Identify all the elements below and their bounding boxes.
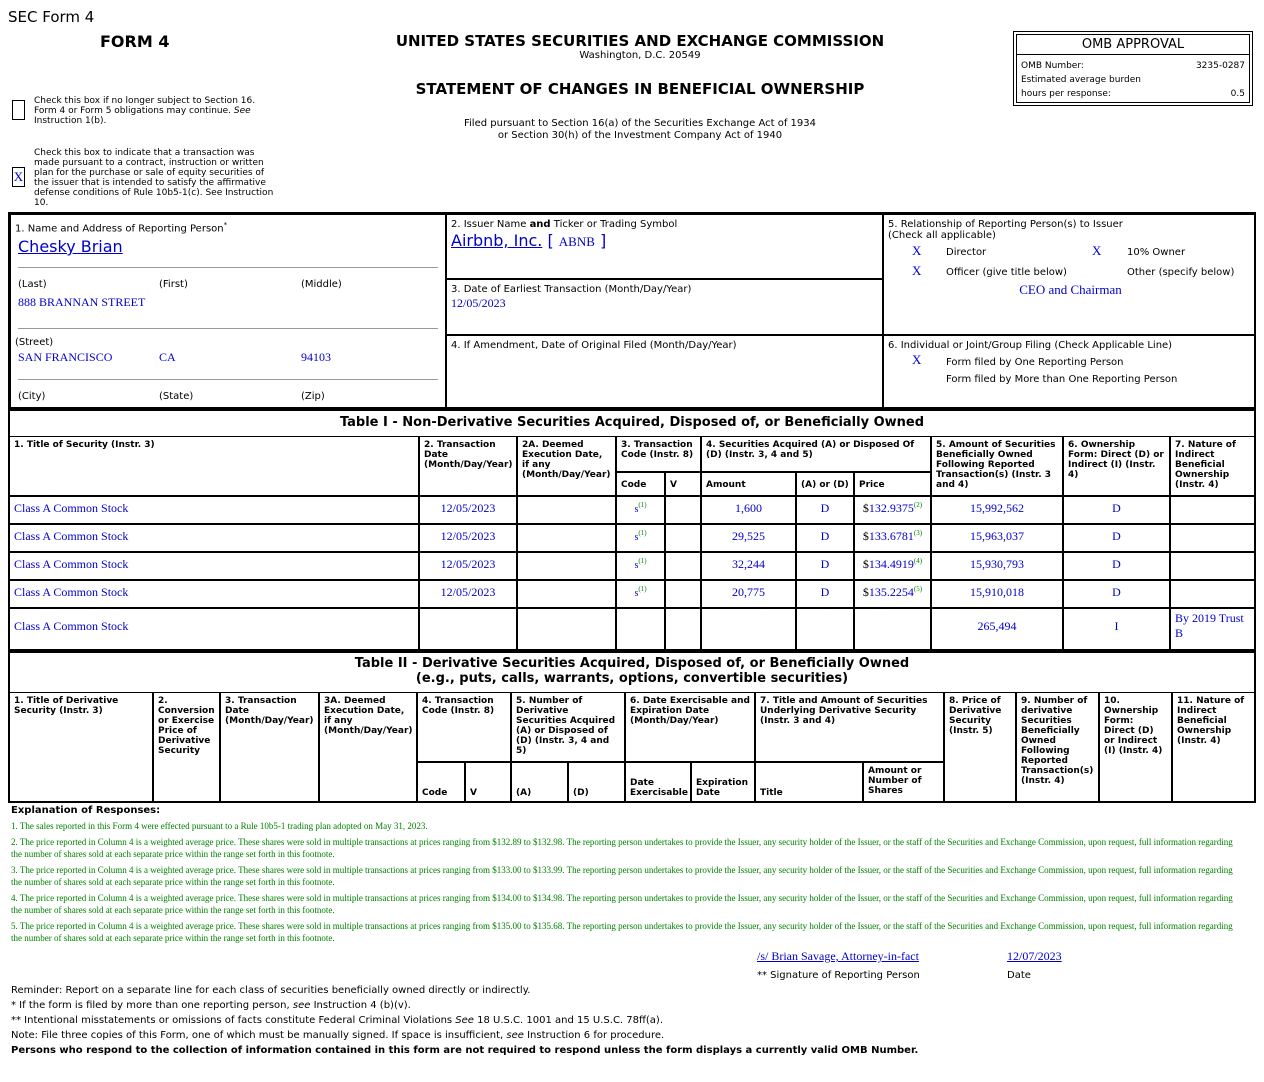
amendment-box bbox=[446, 335, 883, 409]
t1-header-owned: 5. Amount of Securities Beneficially Owned Following Reported Transaction(s) (Instr. 3 and 4) bbox=[931, 436, 1063, 496]
issuer-value bbox=[451, 231, 606, 250]
rp-label-text: 1. Name and Address of Reporting Person bbox=[15, 223, 224, 235]
one-person-check[interactable]: X bbox=[912, 352, 922, 367]
statement-title: STATEMENT OF CHANGES IN BENEFICIAL OWNERSHIP bbox=[415, 80, 865, 98]
t1-code-footnote: (1) bbox=[638, 529, 647, 537]
relationship-label bbox=[888, 219, 1123, 241]
t1-header-nature: 7. Nature of Indirect Beneficial Ownership (Instr. 4) bbox=[1170, 436, 1255, 496]
t2-sub-exercisable: Date Exercisable bbox=[625, 762, 691, 802]
t1-cell-date: 12/05/2023 bbox=[419, 580, 517, 608]
t2-h7: 7. Title and Amount of Securities Underlying Derivative Security (Instr. 3 and 4) bbox=[755, 692, 944, 762]
owner-label: 10% Owner bbox=[1127, 247, 1186, 258]
t1-cell-date: 12/05/2023 bbox=[419, 552, 517, 580]
t1-cell-price bbox=[854, 608, 931, 650]
omb-hours-row bbox=[1017, 87, 1249, 101]
t1-cell-v bbox=[665, 552, 701, 580]
reporting-person-name-link[interactable]: Chesky Brian bbox=[18, 237, 123, 256]
zip-value: 94103 bbox=[301, 350, 331, 364]
section16-checkbox-label bbox=[34, 96, 269, 126]
issuer-ticker: ABNB bbox=[558, 234, 595, 249]
officer-label: Officer (give title below) bbox=[946, 267, 1067, 278]
t2-sub-code: Code bbox=[417, 762, 465, 802]
t1-price-dollar: $ bbox=[862, 557, 869, 571]
t1-code-value: s bbox=[634, 532, 639, 543]
t1-cell-nature bbox=[1170, 496, 1255, 524]
t1-sub-amount: Amount bbox=[701, 472, 796, 496]
earliest-date-label: 3. Date of Earliest Transaction (Month/Day/Year) bbox=[451, 284, 692, 295]
t2-h11: 11. Nature of Indirect Beneficial Ownership (Instr. 4) bbox=[1172, 692, 1255, 802]
state-value: CA bbox=[159, 350, 176, 364]
t1-price-dollar: $ bbox=[862, 529, 869, 543]
footnote-4: 4. The price reported in Column 4 is a weighted average price. These shares were sold in multiple transactions at prices ranging from $134.00 to $134.98. The reporting person undertakes to provide the Issuer, any security holder of the Issuer, or the staff of the Securities and Exchange Commission, upon request, full information regarding the number of shares sold at each separate price within the range set forth in this footnote. bbox=[11, 893, 1233, 915]
commission-title: UNITED STATES SECURITIES AND EXCHANGE COMMISSION bbox=[395, 32, 885, 50]
footnote-2: 2. The price reported in Column 4 is a weighted average price. These shares were sold in multiple transactions at prices ranging from $132.89 to $132.98. The reporting person undertakes to provide the Issuer, any security holder of the Issuer, or the staff of the Securities and Exchange Commission, upon request, full information regarding the number of shares sold at each separate price within the range set forth in this footnote. bbox=[11, 837, 1233, 859]
t1-cell-ad bbox=[796, 608, 854, 650]
issuer-label-a: 2. Issuer Name bbox=[451, 219, 530, 230]
rule-10b5-1-checkbox-label: Check this box to indicate that a transaction was made pursuant to a contract, instruction or written plan for the purchase or sale of equity securities of the issuer that is intended to satisfy the affirmative defense conditions of Rule 10b5-1(c). See Instruction 10. bbox=[34, 148, 274, 208]
t2-sub-a: (A) bbox=[511, 762, 568, 802]
t1-cell-v bbox=[665, 608, 701, 650]
t1-cell-amount bbox=[701, 608, 796, 650]
table-2-title-2: (e.g., puts, calls, warrants, options, convertible securities) bbox=[415, 671, 849, 686]
reminder-2-a: * If the form is filed by more than one reporting person, bbox=[11, 1000, 293, 1011]
omb-approval-box bbox=[1013, 31, 1253, 106]
t1-cell-deemed bbox=[517, 524, 616, 552]
more-person-label: Form filed by More than One Reporting Person bbox=[946, 374, 1178, 385]
t1-price-footnote: (4) bbox=[913, 557, 923, 565]
middle-label: (Middle) bbox=[301, 279, 342, 290]
omb-hours-value: 0.5 bbox=[1230, 89, 1245, 99]
t1-cell-nature: By 2019 Trust B bbox=[1170, 608, 1255, 650]
t2-h6: 6. Date Exercisable and Expiration Date (Month/Day/Year) bbox=[625, 692, 755, 762]
t1-cell-code bbox=[616, 580, 665, 608]
omb-number-label: OMB Number: bbox=[1021, 61, 1084, 71]
t1-cell-title: Class A Common Stock bbox=[9, 608, 419, 650]
t1-header-acquired: 4. Securities Acquired (A) or Disposed Of (D) (Instr. 3, 4 and 5) bbox=[701, 436, 931, 472]
one-person-label: Form filed by One Reporting Person bbox=[946, 357, 1124, 368]
t1-cell-owned: 15,910,018 bbox=[931, 580, 1063, 608]
filed-line-1: Filed pursuant to Section 16(a) of the Securities Exchange Act of 1934 bbox=[464, 118, 816, 129]
t1-cell-code bbox=[616, 496, 665, 524]
t1-cell-title: Class A Common Stock bbox=[9, 496, 419, 524]
t1-cell-deemed bbox=[517, 552, 616, 580]
t2-sub-d: (D) bbox=[568, 762, 625, 802]
reminder-4-see: see bbox=[506, 1030, 524, 1041]
t1-price-footnote: (2) bbox=[913, 501, 923, 509]
street-value: 888 BRANNAN STREET bbox=[18, 295, 146, 309]
footnote-5: 5. The price reported in Column 4 is a weighted average price. These shares were sold in multiple transactions at prices ranging from $135.00 to $135.68. The reporting person undertakes to provide the Issuer, any security holder of the Issuer, or the staff of the Securities and Exchange Commission, upon request, full information regarding the number of shares sold at each separate price within the range set forth in this footnote. bbox=[11, 921, 1233, 943]
issuer-label-and: and bbox=[529, 219, 551, 230]
t1-cell-nature bbox=[1170, 552, 1255, 580]
t1-cell-title: Class A Common Stock bbox=[9, 552, 419, 580]
filing-box bbox=[883, 335, 1256, 409]
t1-code-value: s bbox=[634, 560, 639, 571]
t1-cell-deemed bbox=[517, 580, 616, 608]
t1-header-form: 6. Ownership Form: Direct (D) or Indirect (I) (Instr. 4) bbox=[1063, 436, 1170, 496]
t1-code-footnote: (1) bbox=[638, 501, 647, 509]
t1-cell-ad: D bbox=[796, 552, 854, 580]
reporting-person-label bbox=[15, 221, 227, 234]
t2-h4: 4. Transaction Code (Instr. 8) bbox=[417, 692, 511, 762]
city-value: SAN FRANCISCO bbox=[18, 350, 113, 364]
t1-price-dollar: $ bbox=[862, 585, 869, 599]
t1-price-value: 132.9375 bbox=[868, 501, 914, 515]
reminder-4-a: Note: File three copies of this Form, one of which must be manually signed. If space is insufficient, bbox=[11, 1030, 507, 1041]
table-2-title bbox=[10, 656, 1254, 686]
filed-pursuant bbox=[390, 118, 890, 142]
reporting-info-grid bbox=[8, 212, 1256, 409]
t1-cell-form: D bbox=[1063, 524, 1170, 552]
t1-cell-v bbox=[665, 524, 701, 552]
reminder-4-b: Instruction 6 for procedure. bbox=[523, 1030, 665, 1041]
t1-cell-price bbox=[854, 552, 931, 580]
t1-cell-ad: D bbox=[796, 524, 854, 552]
t2-sub-amount: Amount or Number of Shares bbox=[863, 762, 944, 802]
t1-cell-title: Class A Common Stock bbox=[9, 580, 419, 608]
relationship-box bbox=[883, 214, 1256, 335]
t2-h1: 1. Title of Derivative Security (Instr. 3) bbox=[9, 692, 153, 802]
t1-cell-code bbox=[616, 552, 665, 580]
t1-price-value: 133.6781 bbox=[868, 529, 914, 543]
officer-title: CEO and Chairman bbox=[1019, 282, 1122, 297]
t1-cell-amount: 1,600 bbox=[701, 496, 796, 524]
t2-h3a: 3A. Deemed Execution Date, if any (Month/Day/Year) bbox=[319, 692, 417, 802]
t1-cell-form: I bbox=[1063, 608, 1170, 650]
sec-form-title: SEC Form 4 bbox=[8, 8, 95, 26]
t1-price-value: 134.4919 bbox=[868, 557, 914, 571]
t1-cell-form: D bbox=[1063, 580, 1170, 608]
last-label: (Last) bbox=[18, 279, 47, 290]
t1-cell-price bbox=[854, 580, 931, 608]
t1-cell-owned: 15,992,562 bbox=[931, 496, 1063, 524]
omb-hours-label: hours per response: bbox=[1021, 89, 1111, 99]
t1-cell-title: Class A Common Stock bbox=[9, 524, 419, 552]
reminder-3 bbox=[11, 1015, 663, 1026]
t1-code-value: s bbox=[634, 588, 639, 599]
t1-cell-nature bbox=[1170, 524, 1255, 552]
t1-price-dollar: $ bbox=[862, 501, 869, 515]
earliest-date-value: 12/05/2023 bbox=[451, 296, 506, 310]
t1-sub-ad: (A) or (D) bbox=[796, 472, 854, 496]
rp-label-star: * bbox=[223, 221, 228, 229]
signature-date-link[interactable]: 12/07/2023 bbox=[1007, 949, 1062, 963]
table-1-title: Table I - Non-Derivative Securities Acquired, Disposed of, or Beneficially Owned bbox=[339, 415, 925, 430]
t1-cell-amount: 20,775 bbox=[701, 580, 796, 608]
commission-address: Washington, D.C. 20549 bbox=[579, 50, 701, 61]
street-underline bbox=[18, 328, 438, 329]
t2-h2: 2. Conversion or Exercise Price of Derivative Security bbox=[153, 692, 220, 802]
t2-h9: 9. Number of derivative Securities Beneficially Owned Following Reported Transaction(s) (Instr. 4) bbox=[1016, 692, 1099, 802]
t1-code-value: s bbox=[634, 504, 639, 515]
first-label: (First) bbox=[159, 279, 188, 290]
cb1-text-see: See bbox=[233, 106, 251, 116]
t1-sub-v: V bbox=[665, 472, 701, 496]
signature-date-label: Date bbox=[1007, 970, 1031, 981]
omb-burden-label: Estimated average burden bbox=[1021, 75, 1141, 85]
omb-number-row bbox=[1017, 59, 1249, 73]
t2-h5: 5. Number of Derivative Securities Acquired (A) or Disposed of (D) (Instr. 3, 4 and 5) bbox=[511, 692, 625, 762]
section16-checkbox[interactable] bbox=[12, 100, 25, 120]
t1-price-footnote: (5) bbox=[913, 585, 923, 593]
t1-cell-date: 12/05/2023 bbox=[419, 496, 517, 524]
reminder-5: Persons who respond to the collection of information contained in this form are not required to respond unless the form displays a currently valid OMB Number. bbox=[11, 1045, 919, 1056]
t1-header-code: 3. Transaction Code (Instr. 8) bbox=[616, 436, 701, 472]
t2-h10: 10. Ownership Form: Direct (D) or Indirect (I) (Instr. 4) bbox=[1099, 692, 1172, 802]
relationship-label-1: 5. Relationship of Reporting Person(s) to Issuer bbox=[888, 219, 1123, 230]
t1-cell-date: 12/05/2023 bbox=[419, 524, 517, 552]
signature-label: ** Signature of Reporting Person bbox=[757, 970, 920, 981]
t1-sub-code: Code bbox=[616, 472, 665, 496]
form-label: FORM 4 bbox=[100, 32, 170, 51]
t1-cell-amount: 32,244 bbox=[701, 552, 796, 580]
reminder-1: Reminder: Report on a separate line for each class of securities beneficially owned directly or indirectly. bbox=[11, 985, 531, 996]
t1-cell-amount: 29,525 bbox=[701, 524, 796, 552]
t1-cell-deemed bbox=[517, 608, 616, 650]
earliest-date-box bbox=[446, 279, 883, 335]
t1-cell-price bbox=[854, 524, 931, 552]
t1-cell-price bbox=[854, 496, 931, 524]
t1-cell-v bbox=[665, 496, 701, 524]
director-label: Director bbox=[946, 247, 987, 258]
signature-name-link[interactable]: /s/ Brian Savage, Attorney-in-fact bbox=[757, 949, 919, 963]
issuer-box bbox=[446, 214, 883, 279]
omb-approval-title: OMB APPROVAL bbox=[1017, 35, 1249, 55]
t2-sub-title: Title bbox=[755, 762, 863, 802]
filing-label: 6. Individual or Joint/Group Filing (Check Applicable Line) bbox=[888, 340, 1173, 351]
t1-cell-form: D bbox=[1063, 552, 1170, 580]
state-label: (State) bbox=[159, 391, 194, 402]
t1-cell-nature bbox=[1170, 580, 1255, 608]
issuer-name-link[interactable]: Airbnb, Inc. bbox=[451, 231, 543, 250]
city-label: (City) bbox=[18, 391, 46, 402]
t1-price-footnote: (3) bbox=[913, 529, 923, 537]
reminder-2 bbox=[11, 1000, 411, 1011]
t1-header-title: 1. Title of Security (Instr. 3) bbox=[9, 436, 419, 496]
t2-h8: 8. Price of Derivative Security (Instr. 5) bbox=[944, 692, 1016, 802]
t1-code-footnote: (1) bbox=[638, 557, 647, 565]
reminder-2-b: Instruction 4 (b)(v). bbox=[310, 1000, 411, 1011]
reminder-3-b: 18 U.S.C. 1001 and 15 U.S.C. 78ff(a). bbox=[473, 1015, 664, 1026]
t1-cell-form: D bbox=[1063, 496, 1170, 524]
explanation-heading: Explanation of Responses: bbox=[11, 805, 161, 816]
omb-burden-row bbox=[1017, 73, 1249, 87]
street-label: (Street) bbox=[15, 337, 54, 348]
t2-sub-expiration: Expiration Date bbox=[691, 762, 755, 802]
ticker-close-bracket: ] bbox=[600, 231, 607, 250]
t2-sub-v: V bbox=[465, 762, 511, 802]
t1-header-date: 2. Transaction Date (Month/Day/Year) bbox=[419, 436, 517, 496]
t1-cell-ad: D bbox=[796, 580, 854, 608]
t1-cell-v bbox=[665, 580, 701, 608]
zip-label: (Zip) bbox=[301, 391, 325, 402]
t1-cell-owned: 15,930,793 bbox=[931, 552, 1063, 580]
t1-price-value: 135.2254 bbox=[868, 585, 914, 599]
issuer-label-b: Ticker or Trading Symbol bbox=[550, 219, 678, 230]
relationship-label-2: (Check all applicable) bbox=[888, 230, 996, 241]
t1-cell-code bbox=[616, 524, 665, 552]
t1-code-footnote: (1) bbox=[638, 585, 647, 593]
t1-cell-owned: 15,963,037 bbox=[931, 524, 1063, 552]
reminder-4 bbox=[11, 1030, 664, 1041]
officer-check[interactable]: X bbox=[912, 263, 922, 278]
amendment-label: 4. If Amendment, Date of Original Filed (Month/Day/Year) bbox=[451, 340, 737, 351]
reporting-person-box bbox=[10, 214, 446, 409]
footnote-3: 3. The price reported in Column 4 is a weighted average price. These shares were sold in multiple transactions at prices ranging from $133.00 to $133.99. The reporting person undertakes to provide the Issuer, any security holder of the Issuer, or the staff of the Securities and Exchange Commission, upon request, full information regarding the number of shares sold at each separate price within the range set forth in this footnote. bbox=[11, 865, 1233, 887]
city-underline bbox=[18, 379, 438, 380]
other-label: Other (specify below) bbox=[1127, 267, 1235, 278]
t1-cell-date bbox=[419, 608, 517, 650]
t1-cell-deemed bbox=[517, 496, 616, 524]
t1-cell-code bbox=[616, 608, 665, 650]
name-underline bbox=[18, 267, 438, 268]
director-check[interactable]: X bbox=[912, 243, 922, 258]
issuer-label bbox=[451, 219, 677, 230]
t1-header-deemed: 2A. Deemed Execution Date, if any (Month/Day/Year) bbox=[517, 436, 616, 496]
reminder-2-see: see bbox=[292, 1000, 311, 1011]
filed-line-2: or Section 30(h) of the Investment Company Act of 1940 bbox=[497, 130, 783, 141]
t2-h3: 3. Transaction Date (Month/Day/Year) bbox=[220, 692, 319, 802]
cb1-text-a: Check this box if no longer subject to Section 16. Form 4 or Form 5 obligations may continue. bbox=[34, 96, 256, 116]
t1-cell-ad: D bbox=[796, 496, 854, 524]
t1-cell-owned: 265,494 bbox=[931, 608, 1063, 650]
footnote-1: 1. The sales reported in this Form 4 were effected pursuant to a Rule 10b5-1 trading plan adopted on May 31, 2023. bbox=[11, 821, 428, 831]
owner-check[interactable]: X bbox=[1092, 243, 1102, 258]
ticker-open-bracket: [ bbox=[547, 231, 554, 250]
reminder-3-see: See bbox=[455, 1015, 474, 1026]
cb1-text-b: Instruction 1(b). bbox=[34, 116, 107, 126]
omb-number-value: 3235-0287 bbox=[1195, 61, 1245, 71]
reminder-3-a: ** Intentional misstatements or omissions of facts constitute Federal Criminal Violations bbox=[11, 1015, 456, 1026]
t1-sub-price: Price bbox=[854, 472, 931, 496]
table-2-title-1: Table II - Derivative Securities Acquired, Disposed of, or Beneficially Owned bbox=[354, 656, 910, 671]
rule-10b5-1-checkbox[interactable]: X bbox=[12, 167, 25, 187]
